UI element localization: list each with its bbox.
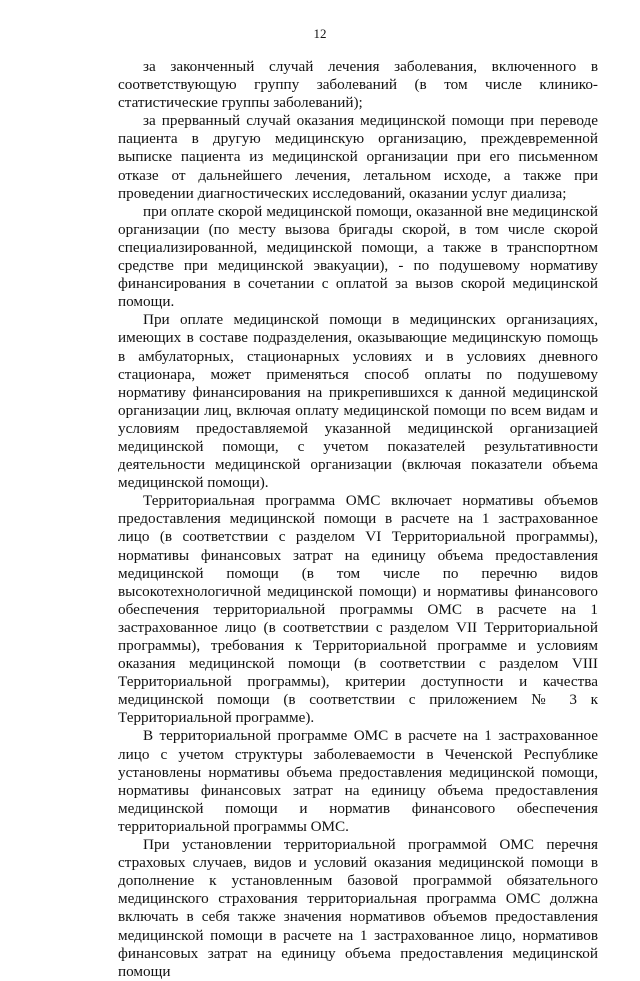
paragraph-interrupted-case: за прерванный случай оказания медицинской помощи при переводе пациента в другую медицинскую организацию, преждевременной выписке пациента из медицинской организации при его письменном отказе от дальнейшего лечения, летальном исходе, а также при проведении диагностических исследований, оказании услуг диализа;	[118, 112, 598, 202]
paragraph-chechen-standards: В территориальной программе ОМС в расчете на 1 застрахованное лицо с учетом структуры заболеваемости в Чеченской Республике установлены нормативы объема предоставления медицинской помощи, нормативы финансовых затрат на единицу объема предоставления медицинской помощи и норматив финансового обеспечения территориальной программы ОМС.	[118, 727, 598, 835]
page-number: 12	[313, 26, 327, 41]
paragraph-emergency-care-payment: при оплате скорой медицинской помощи, оказанной вне медицинской организации (по месту вызова бригады скорой, в том числе скорой специализированной, медицинской помощи, а также в транспортном средстве при медицинской эвакуации), - по подушевому нормативу финансирования в сочетании с оплатой за вызов скорой медицинской помощи.	[118, 202, 598, 311]
paragraph-per-capita-payment: При оплате медицинской помощи в медицинских организациях, имеющих в составе подразделения, оказывающие медицинскую помощь в амбулаторных, стационарных условиях и в условиях дневного стационара, может применяться способ оплаты по подушевому нормативу финансирования на прикрепившихся к данной медицинской организации лиц, включая оплату медицинской помощи по всем видам и условиям предоставляемой указанной медицинской организацией медицинской помощи, с учетом показателей результативности деятельности медицинской организации (включая показатели объема медицинской помощи).	[118, 311, 598, 492]
paragraph-completed-case: за законченный случай лечения заболевания, включенного в соответствующую группу заболеваний (в том числе клинико-статистические группы заболеваний);	[118, 58, 598, 112]
paragraph-additional-insured-cases: При установлении территориальной программой ОМС перечня страховых случаев, видов и условий оказания медицинской помощи в дополнение к установленным базовой программой обязательного медицинского страхования территориальная программа ОМС должна включать в себя также значения нормативов объемов предоставления медицинской помощи в расчете на 1 застрахованное лицо, нормативов финансовых затрат на единицу объема предоставления медицинской помощи	[118, 836, 598, 980]
paragraph-program-standards: Территориальная программа ОМС включает нормативы объемов предоставления медицинской помощи в расчете на 1 застрахованное лицо (в соответствии с разделом VI Территориальной программы), нормативы финансовых затрат на единицу объема предоставления медицинской помощи (в том числе по перечню видов высокотехнологичной медицинской помощи) и нормативы финансового обеспечения территориальной программы ОМС в расчете на 1 застрахованное лицо (в соответствии с разделом VII Территориальной программы), требования к Территориальной программе и условиям оказания медицинской помощи (в соответствии с разделом VIII Территориальной программы), критерии доступности и качества медицинской помощи (в соответствии с приложением № 3 к Территориальной программе).	[118, 492, 598, 727]
document-body	[118, 58, 598, 981]
